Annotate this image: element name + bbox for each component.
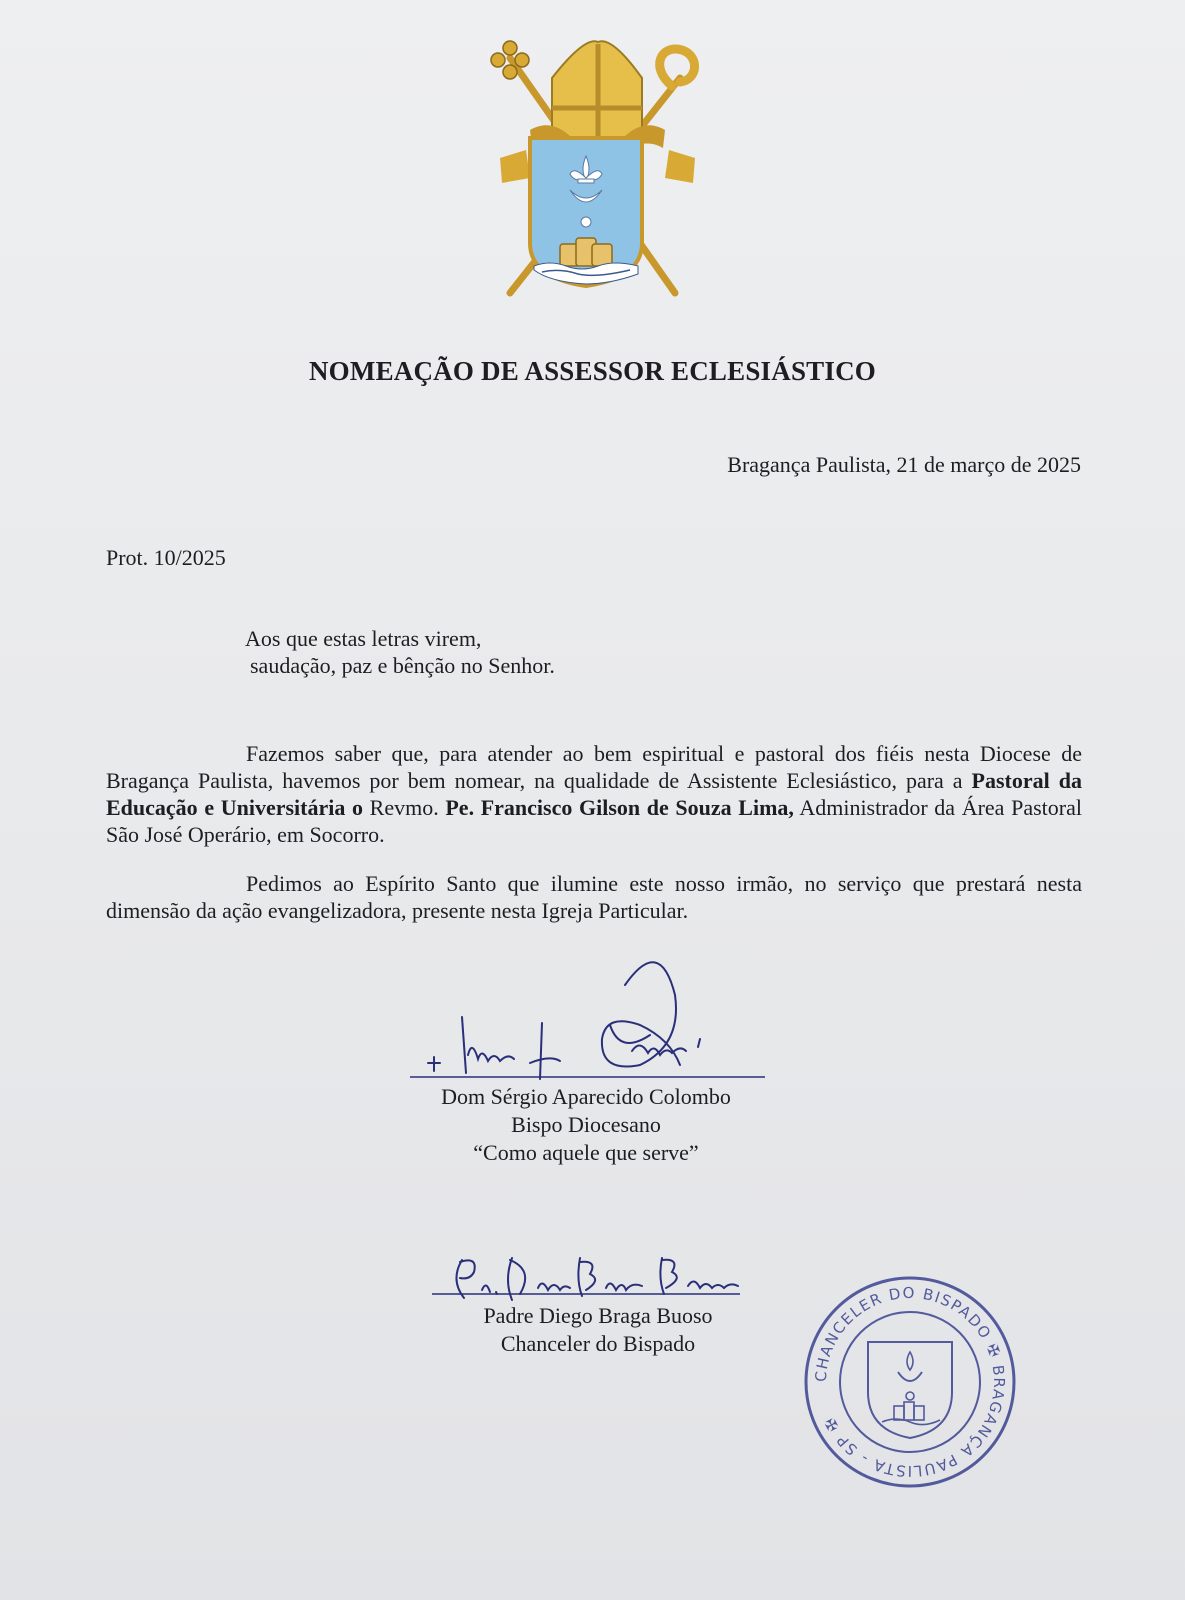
document-title: NOMEAÇÃO DE ASSESSOR ECLESIÁSTICO bbox=[308, 356, 876, 386]
chancellor-seal-stamp bbox=[800, 1272, 1020, 1492]
seal-ring-text bbox=[812, 1284, 1008, 1480]
protocol-number: Prot. 10/2025 bbox=[106, 545, 226, 570]
chancellor-name: Padre Diego Braga Buoso bbox=[483, 1303, 713, 1328]
bishop-signature-block bbox=[386, 1083, 786, 1167]
bishop-handwritten-signature bbox=[410, 955, 790, 1085]
seal-ring-textpath: CHANCELER DO BISPADO ✠ BRAGANÇA PAULISTA - SP ✠ bbox=[811, 1283, 1009, 1481]
chancellor-title: Chanceler do Bispado bbox=[500, 1331, 696, 1356]
body-paragraph-2: Pedimos ao Espírito Santo que ilumine este nosso irmão, no serviço que prestará nesta dimensão da ação evangelizadora, presente nesta Igreja Particular. bbox=[106, 871, 1082, 923]
bishop-motto: “Como aquele que serve” bbox=[473, 1140, 699, 1165]
p1-text-b: Revmo. bbox=[363, 795, 446, 820]
document-date: Bragança Paulista, 21 de março de 2025 bbox=[727, 452, 1081, 477]
chancellor-handwritten-signature bbox=[430, 1250, 760, 1310]
greeting-line-1: Aos que estas letras virem, bbox=[245, 626, 482, 651]
p1-text-c: Administrador da Área Pastoral São José Operário, em Socorro. bbox=[106, 795, 1082, 847]
coat-of-arms-emblem bbox=[490, 38, 710, 308]
body-paragraph-1 bbox=[106, 740, 1082, 848]
bishop-name: Dom Sérgio Aparecido Colombo bbox=[441, 1084, 731, 1109]
p1-bold-pastoral: Pastoral da Educação e Universitária o bbox=[106, 768, 1082, 820]
chancellor-signature-block bbox=[398, 1302, 798, 1358]
p1-text-a: Fazemos saber que, para atender ao bem espiritual e pastoral dos fiéis nesta Diocese de Bragança Paulista, havemos por bem nomear, na qualidade de Assistente Eclesiástico, para a bbox=[106, 741, 1082, 793]
bishop-title: Bispo Diocesano bbox=[511, 1112, 661, 1137]
p1-bold-appointee: Pe. Francisco Gilson de Souza Lima, bbox=[445, 795, 794, 820]
greeting-line-2: saudação, paz e bênção no Senhor. bbox=[250, 653, 555, 678]
